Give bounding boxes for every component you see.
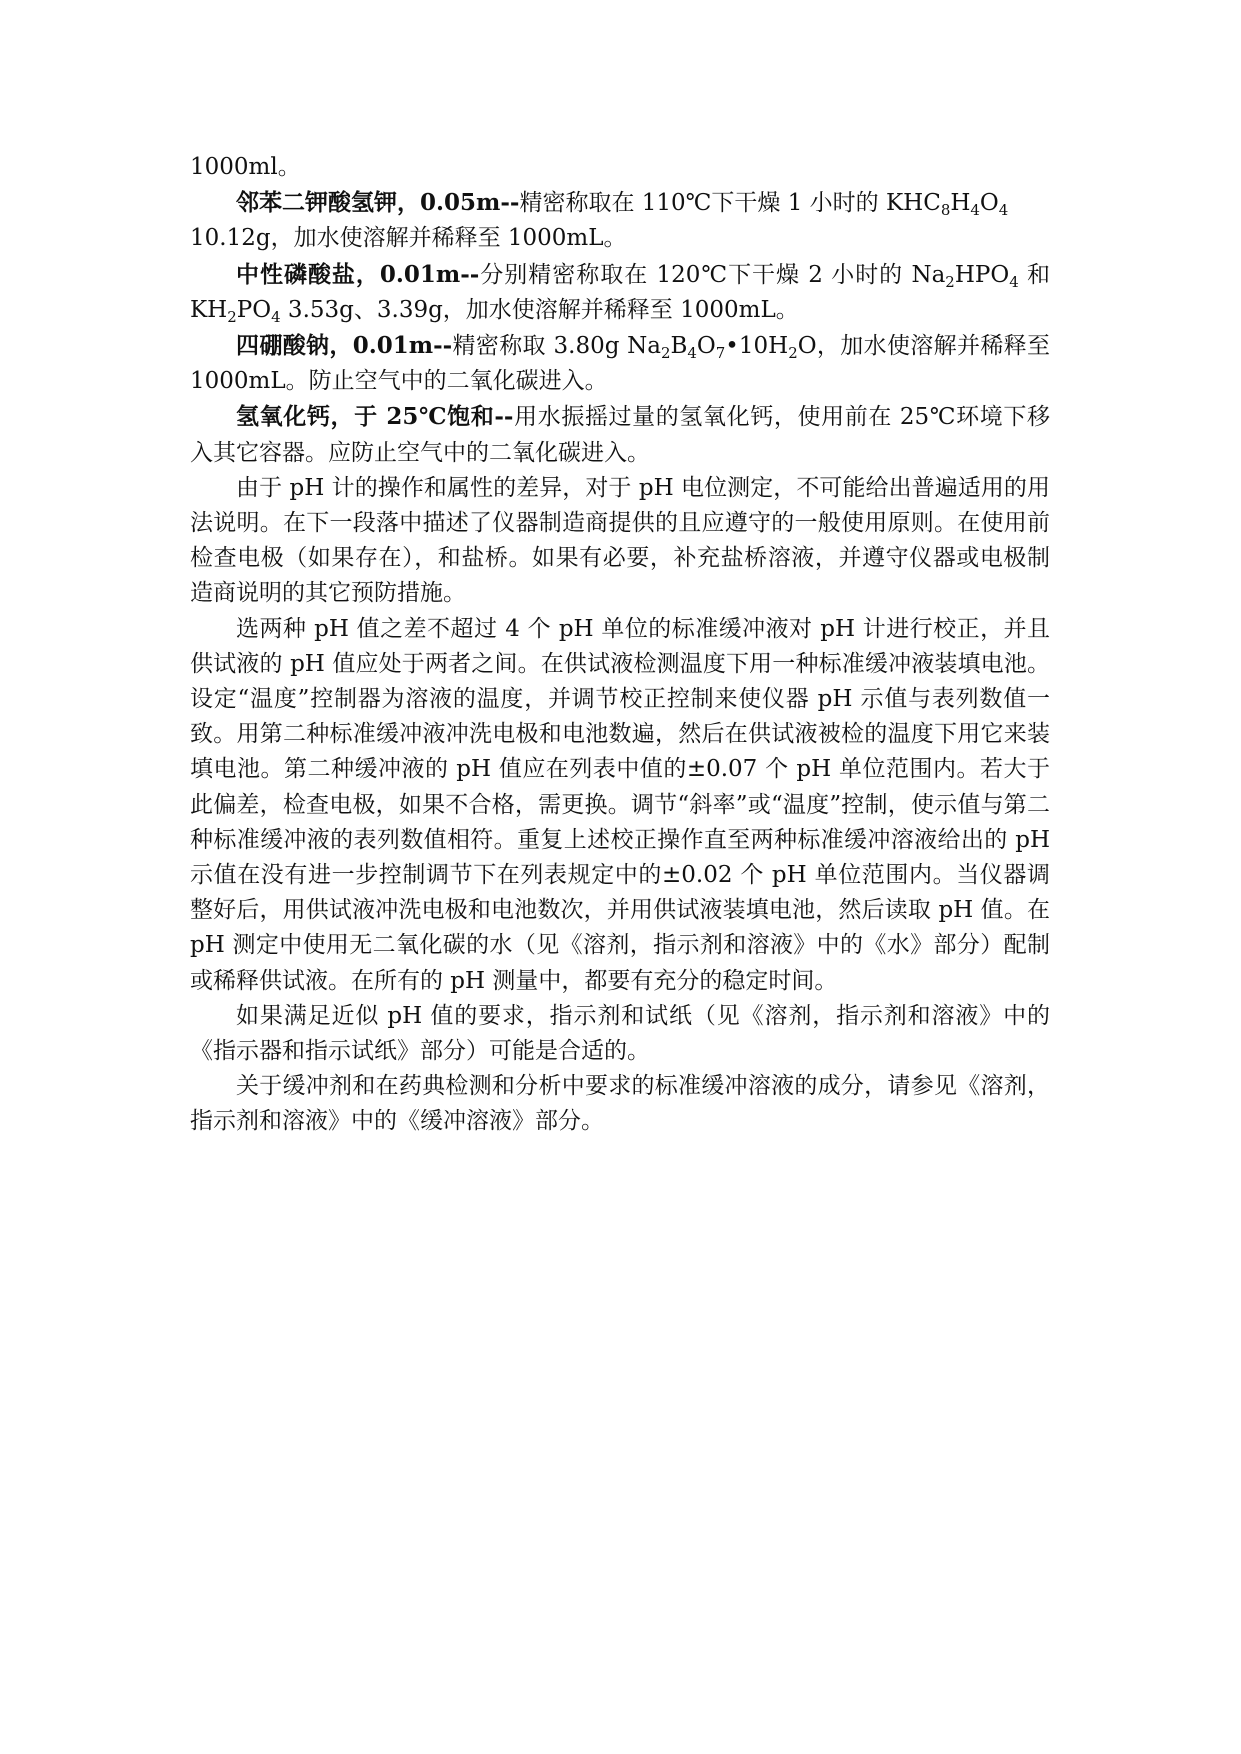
buffer-paragraph-phosphate	[190, 257, 1050, 328]
buffer-paragraph-tetraborate	[190, 328, 1050, 399]
buffer-text-after: 用水振摇过量的氢氧化钙，使用前在 25℃环境下移入其它容器。应防止空气中的二氧化碳进入。	[190, 404, 1050, 466]
formula-subscript: 2	[945, 272, 955, 291]
buffer-paragraph-calcium-hydroxide	[190, 399, 1050, 470]
buffer-text-after: ，加水使溶解并稀释至 1000mL。防止空气中的二氧化碳进入。	[190, 333, 1050, 395]
intro-tail-text: 1000ml。	[190, 154, 301, 180]
formula-subscript: 4	[687, 344, 697, 363]
buffer-text-before: 精密称取 3.80g Na	[452, 333, 661, 360]
formula-subscript: 4	[998, 201, 1009, 220]
formula-element: •10H	[725, 333, 789, 360]
formula-subscript: 7	[715, 344, 726, 363]
buffer-name-phthalate: 邻苯二钾酸氢钾，0.05m	[236, 189, 501, 217]
buffer-text-after: 3.53g、3.39g，加水使溶解并稀释至 1000mL。	[280, 296, 799, 323]
document-page	[190, 150, 1050, 1140]
buffer-text-mid: 和 KH	[190, 261, 1051, 323]
buffer-separator: --	[460, 260, 480, 288]
buffer-text-after: 10.12g，加水使溶解并稀释至 1000mL。	[190, 225, 627, 252]
formula-element: HPO	[954, 261, 1010, 288]
buffer-text-before: 精密称取在 110℃下干燥 1 小时的 KHC	[519, 190, 941, 217]
buffer-name-phosphate: 中性磷酸盐，0.01m	[236, 260, 461, 288]
body-paragraph-buffer-reference: 关于缓冲剂和在药典检测和分析中要求的标准缓冲溶液的成分，请参见《溶剂，指示剂和溶液》中的《缓冲溶液》部分。	[190, 1073, 1050, 1135]
formula-subscript: 4	[1009, 272, 1019, 291]
formula-element: O	[696, 333, 716, 360]
body-paragraph-calibration: 选两种 pH 值之差不超过 4 个 pH 单位的标准缓冲液对 pH 计进行校正，并且供试液的 pH 值应处于两者之间。在供试液检测温度下用一种标准缓冲液装填电池。设定“温度”控制器为溶液的温度，并调节校正控制来使仪器 pH 示值与表列数值一致。用第二种标准缓冲液冲洗电极和电池数遍，然后在供试液被检的温度下用它来装填电池。第二种缓冲液的 pH 值应在列表中值的±0.07 个 pH 单位范围内。若大于此偏差，检查电极，如果不合格，需更换。调节“斜率”或“温度”控制，使示值与第二种标准缓冲液的表列数值相符。重复上述校正操作直至两种标准缓冲溶液给出的 pH 示值在没有进一步控制调节下在列表规定中的±0.02 个 pH 单位范围内。当仪器调整好后，用供试液冲洗电极和电池数次，并用供试液装填电池，然后读取 pH 值。在 pH 测定中使用无二氧化碳的水（见《溶剂，指示剂和溶液》中的《水》部分）配制或稀释供试液。在所有的 pH 测量中，都要有充分的稳定时间。	[190, 615, 1050, 994]
formula-element: O	[979, 190, 999, 217]
body-paragraph-ph-meter: 由于 pH 计的操作和属性的差异，对于 pH 电位测定，不可能给出普遍适用的用法说明。在下一段落中描述了仪器制造商提供的且应遵守的一般使用原则。在使用前检查电极（如果存在），和盐桥。如果有必要，补充盐桥溶液，并遵守仪器或电极制造商说明的其它预防措施。	[190, 474, 1050, 607]
formula-subscript: 2	[660, 344, 671, 363]
formula-subscript: 4	[970, 201, 980, 220]
formula-subscript: 8	[940, 201, 951, 220]
buffer-paragraph-phthalate	[190, 185, 1050, 256]
intro-tail-line	[190, 150, 1050, 185]
formula-subscript: 4	[271, 308, 281, 327]
formula-element: PO	[236, 296, 272, 323]
buffer-name-tetraborate: 四硼酸钠，0.01m	[236, 332, 434, 360]
formula-element: B	[670, 333, 688, 360]
buffer-separator: --	[494, 403, 514, 431]
formula-subscript: 2	[227, 308, 237, 327]
buffer-name-calcium-hydroxide: 氢氧化钙，于 25℃饱和	[236, 403, 495, 431]
buffer-separator: --	[433, 332, 453, 360]
buffer-separator: --	[500, 189, 520, 217]
formula-element: H	[950, 190, 971, 217]
body-paragraph-indicators: 如果满足近似 pH 值的要求，指示剂和试纸（见《溶剂，指示剂和溶液》中的《指示器和指示试纸》部分）可能是合适的。	[190, 1002, 1050, 1065]
formula-subscript: 2	[788, 344, 798, 363]
formula-element: O	[797, 333, 817, 360]
buffer-text-before: 分别精密称取在 120℃下干燥 2 小时的 Na	[479, 261, 946, 288]
